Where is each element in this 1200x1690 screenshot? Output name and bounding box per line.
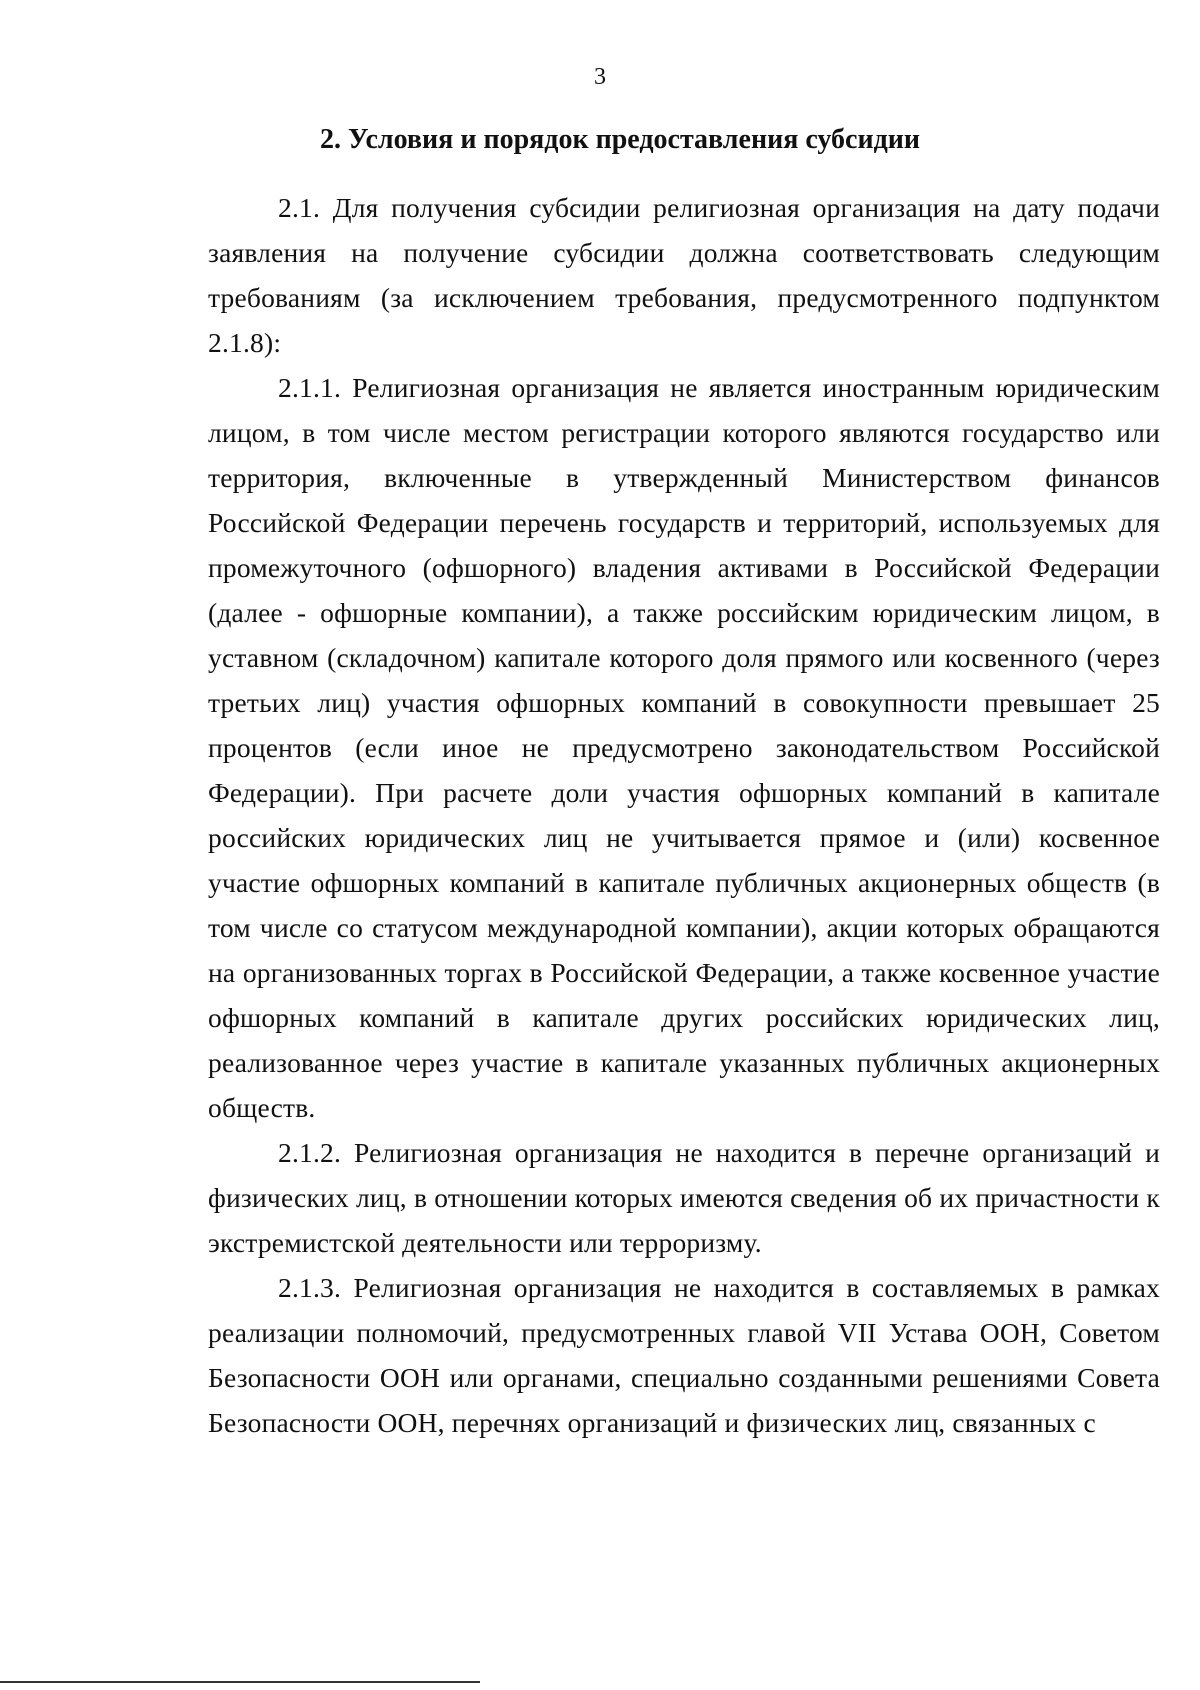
paragraph-2-1-2: 2.1.2. Религиозная организация не находится в перечне организаций и физических лиц, в отношении которых имеются сведения об их причастности к экстремистской деятельности или терроризму. (208, 1137, 1160, 1258)
scan-bottom-edge (0, 1681, 480, 1683)
document-body (208, 185, 1160, 1445)
paragraph-2-1-1: 2.1.1. Религиозная организация не является иностранным юридическим лицом, в том числе местом регистрации которого являются государство или территория, включенные в утвержденный Министерством финансов Российской Федерации перечень государств и территорий, используемых для промежуточного (офшорного) владения активами в Российской Федерации (далее - офшорные компании), а также российским юридическим лицом, в уставном (складочном) капитале которого доля прямого или косвенного (через третьих лиц) участия офшорных компаний в совокупности превышает 25 процентов (если иное не предусмотрено законодательством Российской Федерации). При расчете доли участия офшорных компаний в капитале российских юридических лиц не учитывается прямое и (или) косвенное участие офшорных компаний в капитале публичных акционерных обществ (в том числе со статусом международной компании), акции которых обращаются на организованных торгах в Российской Федерации, а также косвенное участие офшорных компаний в капитале других российских юридических лиц, реализованное через участие в капитале указанных публичных акционерных обществ. (208, 372, 1160, 1123)
page-number: 3 (594, 64, 606, 90)
paragraph-2-1-3: 2.1.3. Религиозная организация не находится в составляемых в рамках реализации полномочий, предусмотренных главой VII Устава ООН, Советом Безопасности ООН или органами, специально созданными решениями Совета Безопасности ООН, перечнях организаций и физических лиц, связанных с (208, 1272, 1160, 1438)
section-title: 2. Условия и порядок предоставления субсидии (319, 124, 921, 155)
paragraph-2-1: 2.1. Для получения субсидии религиозная организация на дату подачи заявления на получение субсидии должна соответствовать следующим требованиям (за исключением требования, предусмотренного подпунктом 2.1.8): (208, 192, 1160, 358)
